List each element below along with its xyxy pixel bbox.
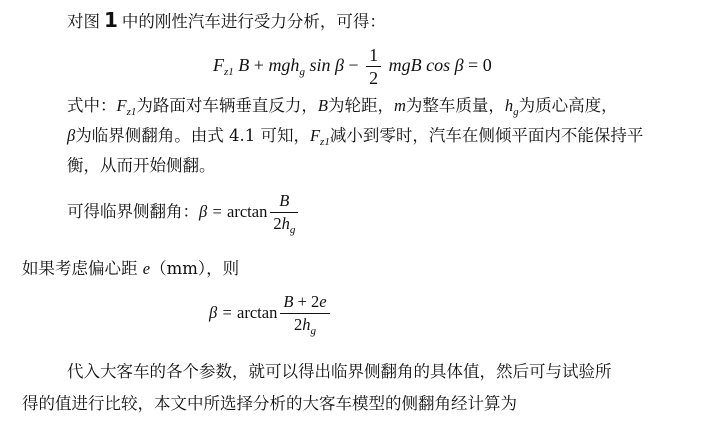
eq1-f-sub: z1: [224, 66, 234, 78]
para2-l2-f: F: [309, 126, 321, 145]
para2-lead: 式中：: [67, 96, 117, 115]
eq3-num-e: e: [319, 292, 327, 311]
eq1-sin: sin: [309, 55, 331, 75]
para4-line1-text: 代入大客车的各个参数，就可以得出临界侧翻角的具体值，然后可与试验所: [67, 362, 612, 381]
para4-line2: [22, 394, 517, 414]
eq1-cos: cos: [426, 55, 451, 75]
eq3-fn: arctan: [237, 303, 278, 322]
eq2-den: [270, 212, 298, 234]
eq2-den-sub: g: [289, 224, 296, 236]
eq2-fraction: [270, 191, 298, 234]
para2-t1: 为路面对车辆垂直反力，: [136, 96, 318, 115]
para2-h: h: [504, 96, 514, 115]
eq1-minus: −: [348, 55, 359, 75]
eq3-num: [280, 292, 329, 313]
equation-2: [67, 190, 301, 234]
eq1-beta: β: [334, 55, 344, 75]
equation-1: [213, 43, 492, 88]
eq2-equals: =: [212, 202, 222, 221]
para4-line2-text: 得的值进行比较，本文中所选择分析的大客车模型的侧翻角经计算为: [22, 394, 517, 413]
eq3-num-plus: +: [297, 292, 307, 311]
para3-var: e: [142, 259, 151, 278]
eq1-equals: =: [468, 55, 479, 75]
eq1-beta2: β: [454, 55, 464, 75]
para2-l2-f-sub: z1: [320, 136, 330, 148]
eq2-num: B: [279, 191, 290, 210]
para2-h-sub: g: [513, 106, 519, 118]
eq3-num-b: B: [283, 292, 294, 311]
eq1-b: B: [238, 55, 250, 75]
eq3-den-coef: 2: [293, 315, 303, 334]
eq1-plus: +: [253, 55, 264, 75]
para2-b: B: [317, 96, 328, 115]
eq1-mgb: mgB: [388, 55, 422, 75]
figure-number: 1: [104, 8, 118, 32]
eq3-equals: =: [222, 303, 232, 322]
para2-line3: [67, 156, 216, 176]
para2-beta: β: [67, 126, 76, 145]
para2-line2: [67, 126, 643, 146]
eq3-den: [280, 313, 329, 335]
eq1-f: F: [213, 55, 224, 75]
para2-t4: 为质心高度，: [518, 96, 618, 115]
para1-line: [67, 10, 386, 32]
para3-unit: （mm），则: [150, 259, 240, 278]
para2-f-sub: z1: [126, 106, 137, 118]
eq2-fn: arctan: [227, 202, 268, 221]
para2-t2: 为轮距，: [327, 96, 394, 115]
eq1-half-num: 1: [369, 45, 379, 66]
eq3-den-var: h: [302, 315, 311, 334]
eq3-num-coef: 2: [311, 292, 320, 311]
para3-text: 如果考虑偏心距: [22, 259, 138, 278]
para3-line: [22, 259, 239, 279]
eq1-zero: 0: [482, 55, 492, 75]
para2-f: F: [116, 96, 127, 115]
para2-line3-text: 衡，从而开始侧翻。: [67, 156, 216, 175]
para1-text-before: 对图: [67, 12, 100, 31]
para2-line1: [67, 96, 618, 116]
eq3-beta: β: [209, 303, 218, 322]
para2-m: m: [393, 96, 406, 115]
para2-l2-t1: 为临界侧翻角。由式 4.1 可知，: [75, 126, 310, 145]
eq3-den-sub: g: [310, 325, 316, 337]
eq2-beta: β: [199, 202, 208, 221]
eq1-half-den: 2: [366, 66, 381, 88]
eq1-g-sub: g: [299, 66, 305, 78]
eq2-den-coef: 2: [273, 214, 282, 233]
equation-3: [209, 291, 333, 335]
para2-l2-t2: 减小到零时，汽车在侧倾平面内不能保持平: [329, 126, 644, 145]
eq3-fraction: [280, 292, 329, 335]
eq2-den-var: h: [281, 214, 290, 233]
para2-t3: 为整车质量，: [405, 96, 505, 115]
eq1-mgh: mgh: [268, 55, 300, 75]
para4-line1: [67, 362, 612, 382]
eq2-label: 可得临界侧翻角：: [67, 202, 199, 221]
eq1-half-fraction: [366, 45, 381, 88]
para1-text-after: 中的刚性汽车进行受力分析，可得：: [121, 12, 386, 31]
